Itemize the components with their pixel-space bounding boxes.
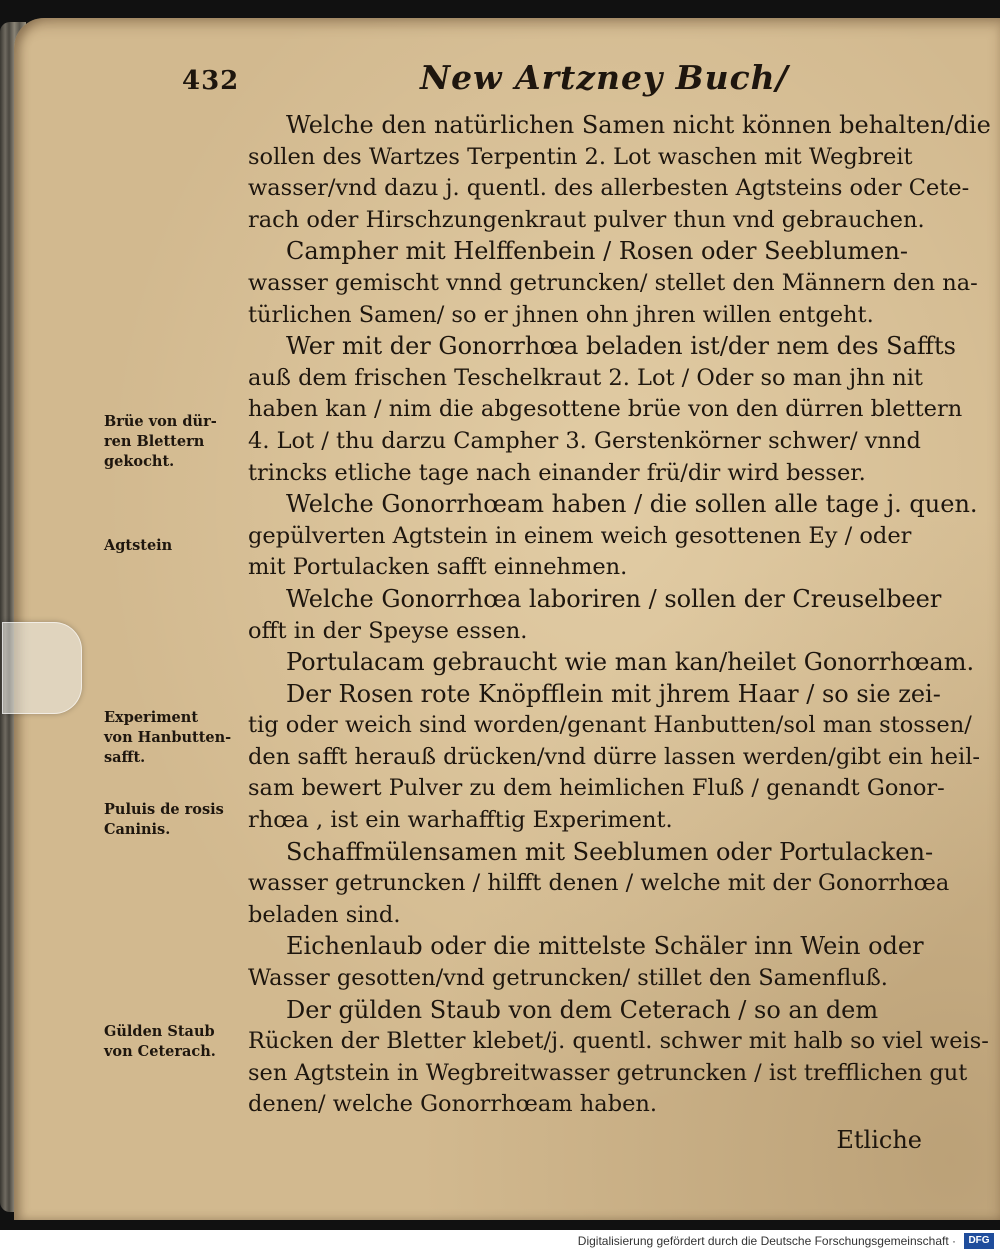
text-line: haben kan / nim die abgesottene brüe von den dürren blettern (248, 396, 963, 423)
text-line: gepülverten Agtstein in einem weich gesottenen Ey / oder (248, 522, 912, 549)
text-line: Welche Gonorrhœam haben / die sollen alle tage j. quen. (286, 490, 978, 519)
text-line: Eichenlaub oder die mittelste Schäler inn Wein oder (286, 932, 924, 961)
margin-note-line: Caninis. (104, 821, 171, 838)
text-line: Schaffmülensamen mit Seeblumen oder Portulacken- (286, 837, 934, 866)
margin-note-line: Brüe von dür- (104, 413, 217, 430)
text-line: Welche den natürlichen Samen nicht können behalten/die (286, 111, 991, 139)
margin-note (104, 536, 172, 556)
text-line: sollen des Wartzes Terpentin 2. Lot waschen mit Wegbreit (248, 143, 913, 170)
text-line: rhœa , ist ein warhafftig Experiment. (248, 807, 673, 834)
margin-note-line: Puluis de rosis (104, 801, 224, 818)
text-line: Der Rosen rote Knöpfflein mit jhrem Haar / so sie zei- (286, 679, 941, 708)
footer-credit: Digitalisierung gefördert durch die Deutsche Forschungsgemeinschaft · (577, 1234, 956, 1248)
margin-note (104, 800, 224, 840)
margin-note-line: von Ceterach. (104, 1043, 216, 1060)
text-line: sen Agtstein in Wegbreitwasser getruncken / ist trefflichen gut (248, 1059, 968, 1086)
text-line: mit Portulacken safft einnehmen. (248, 554, 628, 581)
bookmark-tab (2, 622, 82, 714)
text-line: 4. Lot / thu darzu Campher 3. Gerstenkörner schwer/ vnnd (248, 427, 921, 454)
body-text (248, 110, 991, 1157)
margin-note-line: safft. (104, 749, 146, 766)
margin-note-line: Gülden Staub (104, 1023, 215, 1040)
margin-note-line: von Hanbutten- (104, 729, 232, 746)
text-line: wasser gemischt vnnd getruncken/ stellet den Männern den na- (248, 269, 978, 296)
dfg-logo: DFG (964, 1233, 994, 1249)
text-line: sam bewert Pulver zu dem heimlichen Fluß / genandt Gonor- (248, 775, 945, 802)
footer-bar (0, 1230, 1000, 1253)
text-line: Rücken der Bletter klebet/j. quentl. schwer mit halb so viel weis- (248, 1028, 989, 1055)
text-line: den safft herauß drücken/vnd dürre lassen werden/gibt ein heil- (248, 743, 980, 770)
text-line: türlichen Samen/ so er jhnen ohn jhren willen entgeht. (248, 301, 874, 328)
text-line: Wasser gesotten/vnd getruncken/ stillet den Samenfluß. (248, 965, 888, 992)
text-line: tig oder weich sind worden/genant Hanbutten/sol man stossen/ (248, 712, 972, 739)
text-line: auß dem frischen Teschelkraut 2. Lot / Oder so man jhn nit (248, 364, 923, 391)
text-line: Campher mit Helffenbein / Rosen oder Seeblumen- (286, 237, 908, 266)
margin-note-line: ren Blettern (104, 433, 205, 450)
text-line: rach oder Hirschzungenkraut pulver thun vnd gebrauchen. (248, 206, 925, 233)
margin-note-line: Experiment (104, 709, 199, 726)
catchword: Etliche (836, 1126, 922, 1154)
margin-note-line: gekocht. (104, 453, 175, 470)
text-line: wasser/vnd dazu j. quentl. des allerbesten Agtsteins oder Cete- (248, 175, 970, 202)
margin-note (104, 1022, 216, 1062)
text-line: Wer mit der Gonorrhœa beladen ist/der nem des Saffts (286, 332, 956, 361)
margin-note-line: Agtstein (104, 537, 173, 554)
text-line: Der gülden Staub von dem Ceterach / so an dem (286, 995, 879, 1024)
text-line: beladen sind. (248, 901, 401, 928)
text-line: Portulacam gebraucht wie man kan/heilet Gonorrhœam. (286, 648, 975, 677)
text-line: Welche Gonorrhœa laboriren / sollen der Creuselbeer (286, 584, 942, 613)
text-line: offt in der Speyse essen. (248, 617, 528, 644)
margin-note (104, 708, 231, 768)
text-line: denen/ welche Gonorrhœam haben. (248, 1091, 658, 1118)
text-line: trincks etliche tage nach einander frü/dir wird besser. (248, 459, 866, 486)
running-head: New Artzney Buch/ (420, 58, 789, 97)
page-number: 432 (182, 66, 240, 96)
text-line: wasser getruncken / hilfft denen / welche mit der Gonorrhœa (248, 870, 950, 897)
margin-note (104, 412, 217, 472)
